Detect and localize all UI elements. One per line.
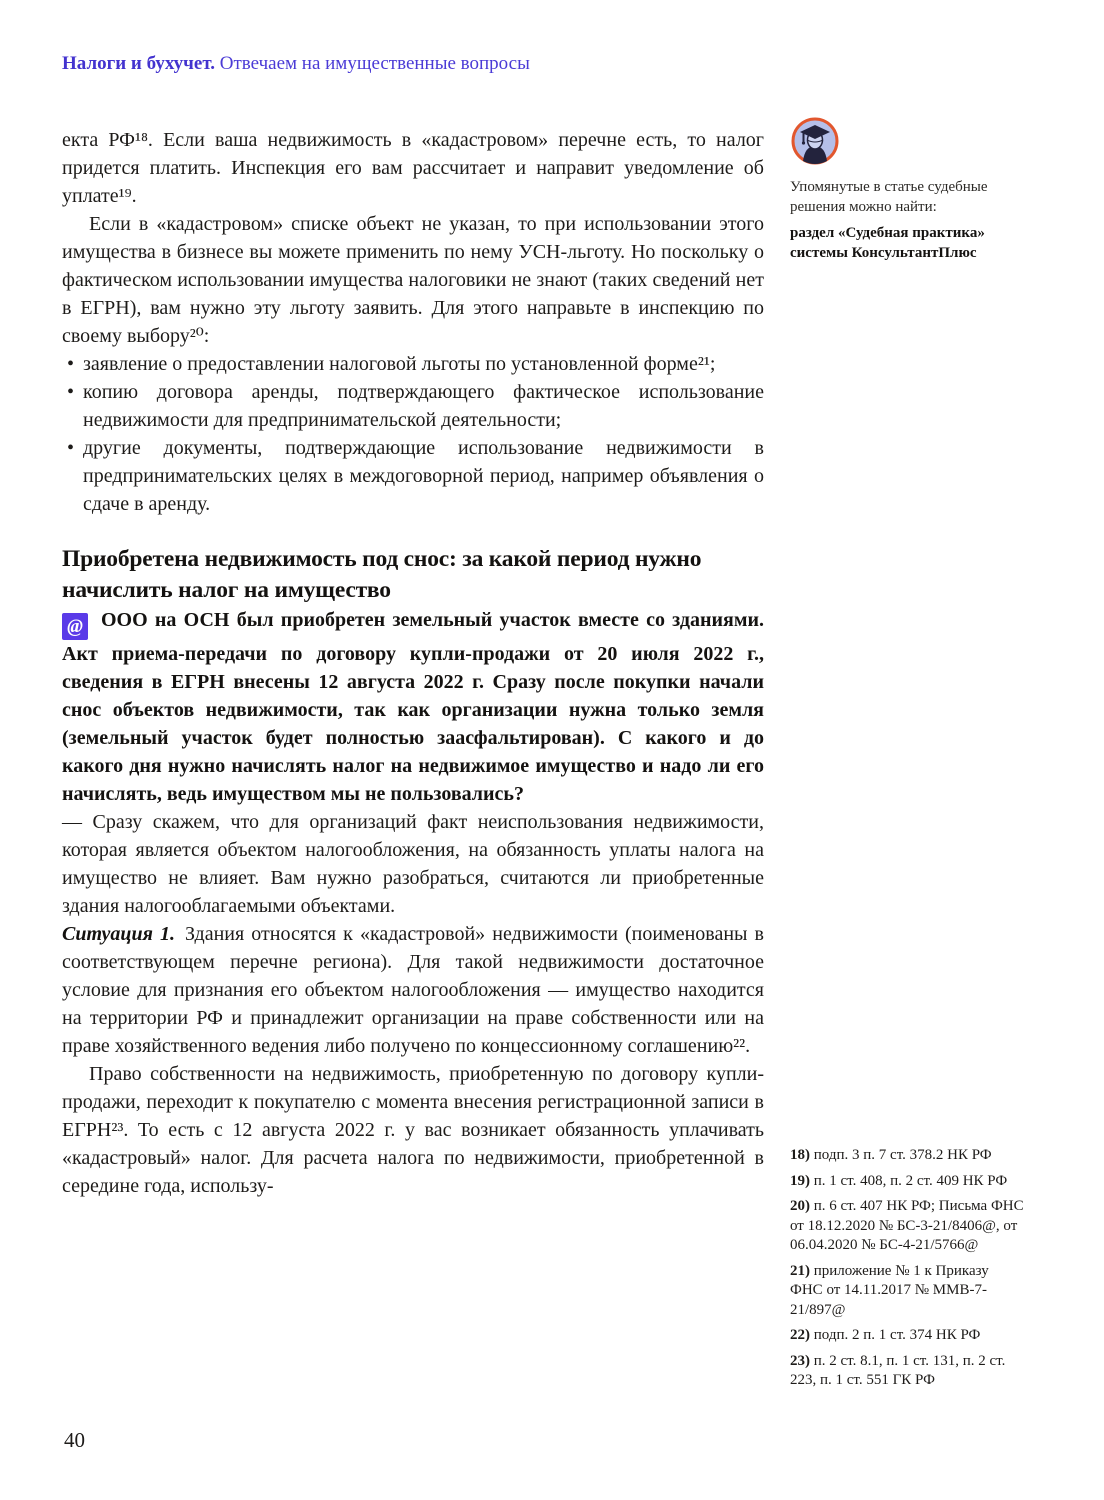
list-item-text: копию договора аренды, подтверждающего фактическое использование недвижимости для предпринимательской деятельности; (83, 381, 764, 431)
list-item (62, 434, 764, 518)
footnote-number: 22) (790, 1327, 810, 1343)
footnote-text: п. 1 ст. 408, п. 2 ст. 409 НК РФ (813, 1172, 1008, 1189)
situation-1-text: Здания относятся к «кадастровой» недвижимости (поименованы в соответствующем перечне региона). Для такой недвижимости достаточное условие для признания его объектом налогообложения — имущество находится на территории РФ и принадлежит организации на праве собственности или на праве хозяйственного ведения либо получено по концессионному соглашению²². (62, 923, 764, 1057)
footnote-text: п. 6 ст. 407 НК РФ; Письма ФНС от 18.12.2020 № БС-3-21/8406@, от 06.04.2020 № БС-4-21/5766@ (790, 1198, 1024, 1253)
situation-1-paragraph (62, 920, 764, 1060)
footnote (790, 1326, 1024, 1346)
list-item (62, 350, 764, 378)
bullet-icon: • (67, 381, 75, 403)
judge-icon (790, 116, 840, 166)
footnote-number: 21) (790, 1262, 810, 1279)
footnote-number: 18) (790, 1147, 810, 1163)
paragraph-ownership: Право собственности на недвижимость, приобретенную по договору купли-продажи, переходит к покупателю с момента внесения регистрационной записи в ЕГРН²³. То есть с 12 августа 2022 г. у вас возникает обязанность уплачивать «кадастровый» налог. Для расчета налога по недвижимости, приобретенной в середине года, использу- (62, 1063, 764, 1197)
article-body (62, 126, 764, 1200)
footnote (790, 1197, 1024, 1256)
list-item-text: заявление о предоставлении налоговой льготы по установленной форме²¹; (83, 353, 716, 375)
page-number: 40 (64, 1428, 85, 1452)
at-icon: @ (62, 613, 88, 640)
footnote-text: подп. 2 п. 1 ст. 374 НК РФ (813, 1327, 981, 1343)
list-item (62, 378, 764, 434)
section-heading: Приобретена недвижимость под снос: за какой период нужно начислить налог на имущество (62, 546, 702, 603)
footnote-text: п. 2 ст. 8.1, п. 1 ст. 131, п. 2 ст. 223, п. 1 ст. 551 ГК РФ (790, 1352, 1006, 1388)
bullet-icon: • (67, 353, 75, 375)
footnotes-block (790, 1146, 1024, 1397)
footnote-number: 20) (790, 1198, 810, 1214)
situation-1-label: Ситуация 1. (62, 923, 176, 945)
sidebar-note (790, 116, 1018, 263)
list-item-text: другие документы, подтверждающие использование недвижимости в предпринимательских целях в междоговорной период, например объявления о сдаче в аренду. (83, 437, 764, 515)
rubric-subtitle: Отвечаем на имущественные вопросы (219, 53, 530, 74)
page-header (62, 52, 822, 76)
paragraph-kadastr-list: Если в «кадастровом» списке объект не указан, то при использовании этого имущества в бизнесе вы можете применить по нему УСН-льготу. Но поскольку о фактическом использовании имущества налоговики не знают (таких сведений нет в ЕГРН), вам нужно эту льготу заявить. Для этого направьте в инспекцию по своему выбору²⁰: (62, 213, 764, 347)
rubric-title: Налоги и бухучет. (62, 53, 215, 74)
footnote (790, 1146, 1024, 1166)
bullet-list (62, 350, 764, 518)
footnote (790, 1352, 1024, 1391)
footnote-number: 23) (790, 1352, 810, 1369)
footnote (790, 1172, 1024, 1192)
sidebar-note-reference: раздел «Судебная практика» системы КонсультантПлюс (790, 225, 985, 261)
footnote (790, 1262, 1024, 1321)
sidebar-note-text: Упомянутые в статье судебные решения можно найти: (790, 179, 988, 215)
reader-question (62, 606, 764, 808)
footnote-number: 19) (790, 1172, 810, 1189)
footnote-text: приложение № 1 к Приказу ФНС от 14.11.2017 № ММВ-7-21/897@ (790, 1262, 989, 1318)
bullet-icon: • (67, 437, 75, 459)
paragraph-continuation: екта РФ¹⁸. Если ваша недвижимость в «кадастровом» перечне есть, то налог придется платить. Инспекция его вам рассчитает и направит уведомление об уплате¹⁹. (62, 129, 764, 207)
reader-question-text: ООО на ОСН был приобретен земельный участок вместе со зданиями. Акт приема-передачи по договору купли-продажи от 20 июля 2022 г., сведения в ЕГРН внесены 12 августа 2022 г. Сразу после покупки начали снос объектов недвижимости, так как организации нужна только земля (земельный участок будет полностью заасфальтирован). С какого и до какого дня нужно начислять налог на недвижимое имущество и надо ли его начислять, ведь имуществом мы не пользовались? (62, 609, 764, 805)
answer-paragraph: — Сразу скажем, что для организаций факт неиспользования недвижимости, которая является объектом налогообложения, на обязанность уплаты налога на имущество не влияет. Вам нужно разобраться, считаются ли приобретенные здания налогооблагаемыми объектами. (62, 811, 764, 917)
footnote-text: подп. 3 п. 7 ст. 378.2 НК РФ (813, 1147, 992, 1163)
